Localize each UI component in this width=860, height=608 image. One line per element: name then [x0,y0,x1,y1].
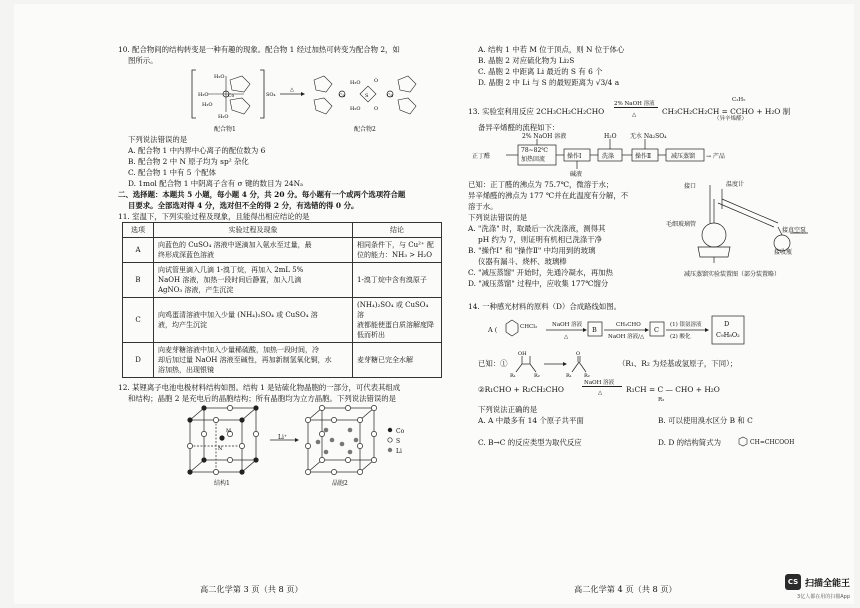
q14-known-2 [468,378,838,404]
apparatus-receiver: 接收瓶 [774,249,793,256]
svg-text:Co: Co [339,94,346,99]
svg-text:O: O [374,78,379,84]
q11-stem: 11. 室温下，下列实验过程及现象，且能得出相应结论的是 [118,212,310,221]
q10-stem-2: 图所示。 [128,56,158,65]
left-page [118,4,458,488]
legend-s: S [396,438,401,445]
svg-text:Co: Co [228,94,235,99]
svg-text:H₂O: H₂O [350,80,361,86]
table-row [123,238,442,263]
row-d-conclusion: 麦芽糖已完全水解 [353,343,442,378]
q13-equation [468,96,838,122]
q13-arrow-line [614,107,658,108]
q13-stem-1: 13. 实验室利用反应 2CH₃CH₂CH₂CHO [468,107,605,116]
svg-text:R₁: R₁ [510,373,516,378]
q13-option-b: B. "操作Ⅰ" 和 "操作Ⅱ" 中均用到的玻璃 [468,246,596,255]
q13-known-1: 已知：正丁醛的沸点为 75.7℃，微溶于水； [468,180,614,189]
q14-options-row-2 [468,437,838,453]
q14-option-a: A. A 中最多有 14 个原子共平面 [478,416,584,425]
header-conclusion: 结论 [353,223,442,238]
table-header-row [123,223,442,238]
route-step3-1: (1) 银氨溶液 [670,322,702,328]
q14-d-formula: CH=CHCOOH [750,439,795,446]
q14-option-c: C. B→C 的反应类型为取代反应 [478,438,582,447]
row-a-process: 向蓝色的 CuSO₄ 溶液中逐滴加入氨水至过量，最 终形成深蓝色溶液 [154,238,353,263]
svg-text:H₂O: H₂O [218,114,229,120]
q10-option-a: A. 配合物 1 中内界中心离子的配位数为 6 [128,146,266,155]
benzene-ring-icon [736,436,750,448]
complex-1-label: 配合物1 [214,126,236,133]
apparatus-thermometer: 温度计 [726,181,745,188]
svg-text:S: S [365,93,369,99]
q14-known-2-arrow [582,386,622,387]
route-a: A ( [488,326,498,334]
q12-stem-1: 12. 某锂离子电池电极材料结构如图。结构 1 是钴硫化物晶胞的一部分，可代表其组成 [118,383,401,392]
q13-option-a: A. "洗涤" 时，取最后一次洗涤液，测得其 [468,224,606,233]
flow-box-distill: 减压蒸馏 [671,153,696,160]
row-a-option: A [123,238,154,263]
q10-option-c: C. 配合物 1 中有 5 个配体 [128,168,217,177]
legend-li: Li [396,448,402,455]
complex-2-label: 配合物2 [354,126,376,133]
footer-page-4: 高二化学第 4 页（共 8 页） [574,584,677,594]
structure-1-label: 结构1 [214,480,230,487]
svg-text:H₂O: H₂O [214,74,225,80]
row-d-option: D [123,343,154,378]
q13-flowchart [468,133,838,179]
svg-text:H₂O: H₂O [202,102,213,108]
q14-options-row-1 [468,415,838,437]
section-2-heading-2: 目要求。全部选对得 4 分，选对但不全的得 2 分，有选错的得 0 分。 [128,201,359,210]
exam-sheet [14,4,854,604]
q14-known-1-note: （R₁、R₂ 为烃基或氢原子，下同）； [618,359,738,368]
flow-reagent-water: H₂O [604,133,617,140]
route-step3-2: (2) 酸化 [670,334,691,340]
svg-text:H₂O: H₂O [198,92,209,98]
q13-stem-2: 备异辛烯醛的流程如下： [478,123,560,132]
q13-known-2: 异辛烯醛的沸点为 177 ℃并在此温度有分解，不 [468,191,629,200]
flow-reagent-na2so4: 无水 Na₂SO₄ [630,133,667,140]
row-d-process: 向麦芽糖溶液中加入少量稀硫酸，加热一段时间，冷 却后加过量 NaOH 溶液至碱性，再加新制氢氧化铜，水 浴加热，出现银镜 [154,343,353,378]
right-page [468,4,838,453]
apparatus-caption: 减压蒸馏实验装置图（部分装置略） [684,271,781,278]
svg-text:SO₄: SO₄ [266,92,276,98]
q13-prompt: 下列说法错误的是 [468,213,528,222]
scanner-app-name: 扫描全能王 [804,578,850,589]
flow-box-op2: 操作Ⅱ [635,153,652,160]
route-step1-top: NaOH 溶液 [552,322,583,328]
q14-known-2-left: ②R₁CHO + R₂CH₂CHO [478,385,564,394]
apparatus-inlet: 接口 [684,183,697,190]
route-step1-bottom: △ [564,334,569,340]
scanner-app-tagline: 3亿人都在用的扫描App [797,594,850,600]
q10-figure [118,66,458,134]
q13-product: CH₃CH₂CH₂CH = CCHO + H₂O 制 [662,107,791,116]
route-c: C [654,326,659,334]
svg-text:△: △ [290,87,294,93]
svg-text:O: O [576,351,581,357]
q13-option-b-cont: 仪器有漏斗、烧杯、玻璃棒 [478,257,567,266]
q14-known-2-r2: R₂ [658,397,665,403]
row-c-conclusion: (NH₄)₂SO₄ 或 CuSO₄ 溶 液都能使蛋白质溶解度降 低而析出 [353,298,442,343]
q11-table [122,222,442,378]
svg-text:N: N [218,446,223,452]
q14-known-2-cond-top: NaOH 溶液 [584,380,615,386]
q12-option-c: C. 晶胞 2 中距离 Li 最近的 S 有 6 个 [478,67,603,76]
q13-option-c: C. "减压蒸馏" 开始时，先通冷凝水，再加热 [468,268,613,277]
row-c-option: C [123,298,154,343]
gem-diol-svg [508,348,628,378]
svg-text:R₁: R₁ [566,373,572,378]
table-row [123,343,442,378]
q10-stem-1: 10. 配合物间的结构转变是一种有趣的现象。配合物 1 经过加热可转变为配合物 2，如 [118,45,400,54]
flow-box-op1: 操作Ⅰ [567,153,582,160]
distillation-apparatus-svg [678,175,828,265]
row-b-option: B [123,263,154,298]
q10-option-d: D. 1mol 配合物 1 中阴离子含有 σ 键的数目为 24Nₐ [128,179,303,188]
svg-text:M: M [226,428,232,434]
q14-known-1 [468,348,838,378]
route-a-group: CHCl₂ [520,324,538,330]
q13-condition-bottom: △ [632,112,637,118]
flow-box-reflux: 加热回流 [521,156,546,163]
q13-known-and-options [468,179,838,301]
header-option: 选项 [123,223,154,238]
q13-condition-top: 2% NaOH 溶液 [614,101,655,107]
svg-text:Co: Co [387,94,394,99]
table-row [123,263,442,298]
route-d-formula: C₉H₈O₂ [716,331,740,339]
row-c-process: 向鸡蛋清溶液中加入少量 (NH₄)₂SO₄ 或 CuSO₄ 溶 液，均产生沉淀 [154,298,353,343]
li-ion-arrow-label: Li⁺ [278,434,288,441]
q14-route [468,312,838,348]
svg-text:OH: OH [518,351,527,357]
crystal-cells-svg [118,404,458,488]
svg-text:R₂: R₂ [584,373,590,378]
cell-2-label: 晶胞2 [332,480,348,487]
q13-option-d: D. "减压蒸馏" 过程中，应收集 177℃馏分 [468,279,609,288]
row-b-conclusion: 1-溴丁烷中含有溴原子 [353,263,442,298]
q14-known-1-label: 已知：① [478,359,508,368]
flow-reagent-naoh: 2% NaOH 溶液 [522,133,567,140]
scanner-logo [785,574,850,590]
q14-prompt: 下列说法正确的是 [478,405,538,414]
q12-option-d: D. 晶胞 2 中 Li 与 S 的最短距离为 √3/4 a [478,78,620,87]
footer-page-3: 高二化学第 3 页（共 8 页） [200,584,303,594]
route-step2-top: CH₃CHO [616,322,641,328]
q12-option-b: B. 晶胞 2 对应硫化物为 Li₂S [478,56,575,65]
flow-waste: 碱液 [570,171,583,178]
q13-option-a-cont: pH 约为 7，则证明有机相已洗涤干净 [478,235,603,244]
flow-end: → 产品 [706,153,725,160]
q13-known-3: 溶于水。 [468,202,498,211]
section-2-heading-1: 二、选择题：本题共 5 小题，每小题 4 分，共 20 分。每小题有一个或两个选项符合题 [118,190,406,199]
row-b-process: 向试管里滴入几滴 1-溴丁烷，再加入 2mL 5% NaOH 溶液，加热一段时间后静置，加入几滴 AgNO₃ 溶液，产生沉淀 [154,263,353,298]
apparatus-vacuum: 接真空泵 [782,227,807,234]
apparatus-capillary: 毛细玻璃管 [666,221,697,228]
flow-box-wash: 洗涤 [602,153,615,160]
flow-box-temperature: 78~82℃ [521,147,549,154]
q14-known-2-cond-bottom: △ [598,390,603,396]
svg-text:R₂: R₂ [534,373,540,378]
q14-stem: 14. 一种感光材料的原料（D）合成路线如图。 [468,302,622,311]
q10-prompt: 下列说法错误的是 [128,135,188,144]
table-row [123,298,442,343]
route-d: D [724,320,730,328]
header-process: 实验过程及现象 [154,223,353,238]
svg-text:O: O [374,106,379,112]
q10-option-b: B. 配合物 2 中 N 原子均为 sp² 杂化 [128,157,249,166]
flow-start: 正丁醛 [472,153,491,160]
q12-stem-2: 和结构；晶胞 2 是充电后的晶胞结构；所有晶胞均为立方晶胞。下列说法错误的是 [128,394,397,403]
q13-product-note: （异辛烯醛） [714,116,748,122]
row-a-conclusion: 相同条件下，与 Cu²⁺ 配 位的能力：NH₃ > H₂O [353,238,442,263]
q14-known-2-right: R₁CH = C — CHO + H₂O [626,385,720,394]
route-step2-bottom: NaOH 溶液/△ [608,334,645,340]
route-b: B [592,326,597,334]
legend-co: Co [396,428,405,435]
cs-badge-icon: CS [785,574,801,590]
q14-option-d: D. D 的结构简式为 [658,438,721,447]
q12-option-a: A. 结构 1 中若 M 位于顶点，则 N 位于体心 [478,45,625,54]
svg-text:H₂O: H₂O [350,106,361,112]
q12-figure [118,404,458,488]
complex-structures-svg [118,66,458,134]
q13-ethyl-group: C₂H₅ [732,97,746,103]
q14-option-b: B. 可以使用溴水区分 B 和 C [658,416,753,425]
